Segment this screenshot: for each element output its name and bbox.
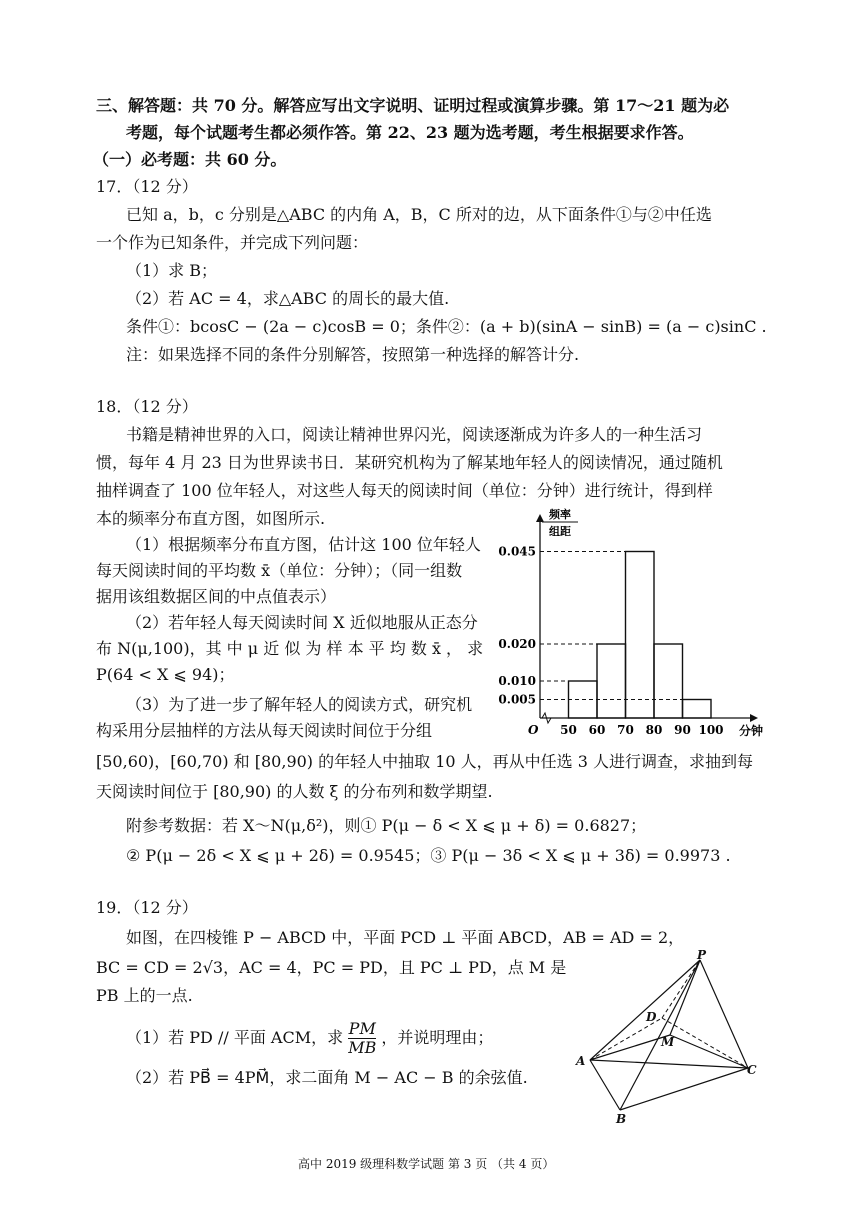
label-M: M bbox=[661, 1035, 675, 1049]
edge-AC bbox=[590, 1060, 748, 1068]
label-C: C bbox=[747, 1063, 757, 1077]
edge-AD bbox=[590, 1018, 662, 1060]
q17-conditions: 条件①：bcosC − (2a − c)cosB = 0；条件②：(a + b)(sinA − sinB) = (a − c)sinC . bbox=[126, 317, 767, 336]
edge-MP bbox=[670, 960, 700, 1035]
q18-line3: 抽样调查了 100 位年轻人，对这些人每天的阅读时间（单位：分钟）进行统计，得到样 bbox=[96, 481, 713, 500]
edge-AM bbox=[590, 1035, 670, 1060]
q18-part1-b: 每天阅读时间的平均数 x̄（单位：分钟）；（同一组数 bbox=[96, 561, 463, 580]
edge-PC bbox=[700, 960, 748, 1068]
y-axis-label-bottom: 组距 bbox=[549, 525, 571, 538]
q17-line2: 一个作为已知条件，并完成下列问题： bbox=[96, 233, 369, 252]
label-P: P bbox=[697, 948, 707, 962]
y-tick-label: 0.010 bbox=[498, 674, 536, 688]
q19-part1-tail: ，并说明理由； bbox=[381, 1028, 494, 1047]
q17-part2: （2）若 AC = 4，求△ABC 的周长的最大值. bbox=[126, 289, 450, 308]
x-tick-label: 50 bbox=[560, 723, 577, 737]
q18-part1-a: （1）根据频率分布直方图，估计这 100 位年轻人 bbox=[126, 535, 481, 554]
y-tick-label: 0.020 bbox=[498, 637, 536, 651]
histogram-bar bbox=[654, 644, 683, 718]
fraction-numerator: PM bbox=[348, 1019, 376, 1038]
histogram-bar bbox=[683, 700, 712, 719]
q18-part2-a: （2）若年轻人每天阅读时间 X 近似地服从正态分 bbox=[126, 613, 478, 632]
q18-part3-b: 构采用分层抽样的方法从每天阅读时间位于分组 bbox=[96, 721, 433, 740]
section-header-line2: 考题，每个试题考生都必须作答。第 22、23 题为选考题，考生根据要求作答。 bbox=[126, 123, 694, 142]
histogram-bar bbox=[626, 552, 655, 719]
q19-line2: BC = CD = 2√3，AC = 4，PC = PD，且 PC ⊥ PD，点 M 是 bbox=[96, 958, 567, 977]
pyramid-figure bbox=[570, 950, 770, 1125]
q17-line1: 已知 a，b，c 分别是△ABC 的内角 A，B，C 所对的边，从下面条件①与②中任选 bbox=[126, 205, 712, 224]
q19-line1: 如图，在四棱锥 P − ABCD 中，平面 PCD ⊥ 平面 ABCD，AB = AD = 2， bbox=[126, 928, 685, 947]
q17-part1: （1）求 B； bbox=[126, 261, 218, 280]
histogram-bar bbox=[597, 644, 626, 718]
q18-part3-a: （3）为了进一步了解年轻人的阅读方式，研究机 bbox=[126, 695, 473, 714]
q17-number: 17．（12 分） bbox=[96, 177, 198, 196]
q19-part1 bbox=[126, 1020, 493, 1057]
x-tick-label: 60 bbox=[588, 723, 606, 737]
section-header-line1: 三、解答题：共 70 分。解答应写出文字说明、证明过程或演算步骤。第 17～21 题为必 bbox=[96, 96, 730, 115]
q19-part2: （2）若 PB⃗ = 4PM⃗，求二面角 M − AC − B 的余弦值. bbox=[126, 1068, 528, 1087]
x-tick-label: 80 bbox=[645, 723, 663, 737]
x-tick-label: 70 bbox=[617, 723, 634, 737]
q19-line3: PB 上的一点. bbox=[96, 986, 193, 1005]
y-axis-label-top: 频率 bbox=[549, 508, 571, 521]
q18-number: 18．（12 分） bbox=[96, 397, 198, 416]
q18-part3-c: [50,60)，[60,70) 和 [80,90) 的年轻人中抽取 10 人，再从中任选 3 人进行调查，求抽到每 bbox=[96, 752, 754, 771]
frequency-histogram bbox=[498, 508, 765, 743]
q17-note: 注：如果选择不同的条件分别解答，按照第一种选择的解答计分. bbox=[126, 345, 580, 364]
q18-reference-2: ② P(μ − 2δ < X ⩽ μ + 2δ) = 0.9545；③ P(μ − 3δ < X ⩽ μ + 3δ) = 0.9973 . bbox=[126, 846, 731, 865]
q19-number: 19．（12 分） bbox=[96, 898, 198, 917]
origin-label: O bbox=[528, 723, 539, 737]
y-axis-arrow bbox=[536, 514, 544, 522]
x-tick-label: 100 bbox=[698, 723, 724, 737]
q18-line2: 惯，每年 4 月 23 日为世界读书日．某研究机构为了解某地年轻人的阅读情况，通过随机 bbox=[96, 453, 723, 472]
q19-part1-text: （1）若 PD // 平面 ACM，求 bbox=[126, 1028, 344, 1047]
edge-PA bbox=[590, 960, 700, 1060]
label-D: D bbox=[646, 1010, 657, 1024]
page-footer: 高中 2019 级理科数学试题 第 3 页 （共 4 页） bbox=[298, 1157, 555, 1171]
q18-line4: 本的频率分布直方图，如图所示. bbox=[96, 509, 326, 528]
label-A: A bbox=[576, 1054, 586, 1068]
x-axis-arrow bbox=[750, 714, 758, 722]
q18-part2-b: 布 N(μ,100)，其 中 μ 近 似 为 样 本 平 均 数 x̄ ， 求 bbox=[96, 639, 484, 658]
y-tick-label: 0.045 bbox=[498, 544, 536, 559]
label-B: B bbox=[616, 1112, 627, 1126]
edge-DC bbox=[662, 1018, 748, 1068]
q18-part1-c: 据用该组数据区间的中点值表示） bbox=[96, 587, 337, 606]
q18-part3-d: 天阅读时间位于 [80,90) 的人数 ξ 的分布列和数学期望. bbox=[96, 782, 493, 801]
section-subheader: （一）必考题：共 60 分。 bbox=[93, 150, 287, 169]
fraction-denominator: MB bbox=[348, 1038, 377, 1057]
q18-line1: 书籍是精神世界的入口，阅读让精神世界闪光，阅读逐渐成为许多人的一种生活习 bbox=[126, 425, 703, 444]
y-tick-label: 0.005 bbox=[498, 692, 536, 707]
x-tick-label: 90 bbox=[674, 723, 691, 737]
edge-MC bbox=[670, 1035, 748, 1068]
q18-reference-1: 附参考数据：若 X～N(μ,δ²)，则① P(μ − δ < X ⩽ μ + δ) = 0.6827； bbox=[126, 816, 647, 835]
x-axis-label: 分钟 bbox=[739, 724, 764, 738]
q19-fraction bbox=[348, 1020, 376, 1057]
q18-part2-c: P(64 < X ⩽ 94)； bbox=[96, 665, 235, 684]
edge-AB bbox=[590, 1060, 620, 1110]
